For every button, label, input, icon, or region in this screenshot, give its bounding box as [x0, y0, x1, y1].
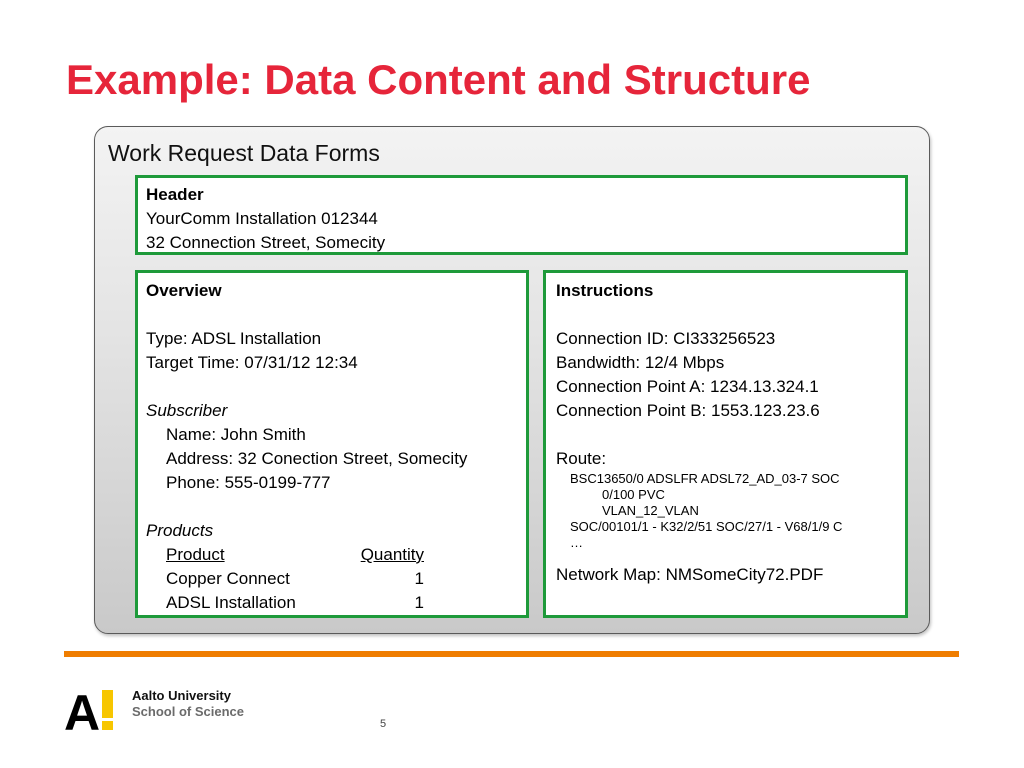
- overview-target-time: Target Time: 07/31/12 12:34: [146, 353, 358, 372]
- product-quantity: 1: [414, 569, 424, 588]
- subscriber-phone: Phone: 555-0199-777: [166, 473, 331, 492]
- page-number: 5: [380, 718, 387, 730]
- route-heading: Route:: [556, 449, 607, 468]
- product-name: ADSL Installation: [166, 593, 296, 612]
- products-col-product: Product: [166, 545, 225, 564]
- route-line: SOC/00101/1 - K32/2/51 SOC/27/1 - V68/1/9 C: [570, 519, 843, 534]
- subscriber-name: Name: John Smith: [166, 425, 306, 444]
- route-line: VLAN_12_VLAN: [602, 503, 699, 518]
- header-line-installation: YourComm Installation 012344: [146, 209, 378, 228]
- header-box: [135, 175, 908, 255]
- connection-point-b: Connection Point B: 1553.123.23.6: [556, 401, 820, 420]
- overview-type: Type: ADSL Installation: [146, 329, 322, 348]
- header-heading: Header: [146, 185, 204, 204]
- svg-text:A: A: [64, 688, 101, 732]
- bandwidth: Bandwidth: 12/4 Mbps: [556, 353, 725, 372]
- product-quantity: 1: [414, 593, 424, 612]
- overview-heading: Overview: [146, 281, 222, 300]
- aalto-logo-icon: [64, 688, 124, 732]
- product-name: Copper Connect: [166, 569, 290, 588]
- university-name-block: [132, 688, 244, 720]
- table-row: [146, 591, 526, 615]
- route-line: BSC13650/0 ADSLFR ADSL72_AD_03-7 SOC: [570, 471, 840, 486]
- header-line-address: 32 Connection Street, Somecity: [146, 233, 386, 252]
- panel-title: Work Request Data Forms: [108, 140, 380, 166]
- subscriber-heading: Subscriber: [146, 401, 228, 420]
- route-line-ellipsis: …: [570, 535, 583, 550]
- products-header-row: [146, 543, 526, 567]
- products-heading: Products: [146, 521, 214, 540]
- school-name: School of Science: [132, 704, 244, 719]
- instructions-heading: Instructions: [556, 281, 654, 300]
- route-line: 0/100 PVC: [602, 487, 665, 502]
- table-row: [146, 567, 526, 591]
- network-map: Network Map: NMSomeCity72.PDF: [556, 565, 824, 584]
- university-name: Aalto University: [132, 688, 231, 703]
- products-col-quantity: Quantity: [360, 545, 424, 564]
- subscriber-address: Address: 32 Conection Street, Somecity: [166, 449, 468, 468]
- instructions-box: [543, 270, 908, 618]
- connection-id: Connection ID: CI333256523: [556, 329, 776, 348]
- overview-box: [135, 270, 529, 618]
- connection-point-a: Connection Point A: 1234.13.324.1: [556, 377, 819, 396]
- footer-divider: [64, 651, 959, 657]
- slide-title: Example: Data Content and Structure: [66, 56, 811, 103]
